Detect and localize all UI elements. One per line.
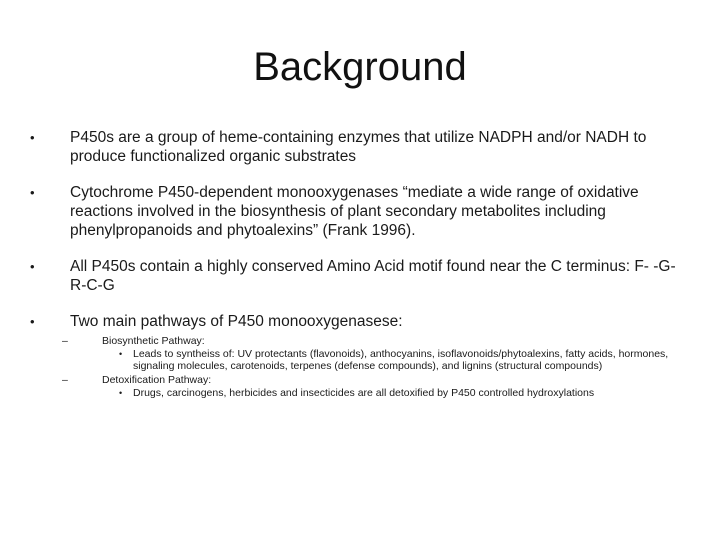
bullet-item <box>30 257 690 295</box>
bullet-marker: • <box>30 259 35 274</box>
detail-bullet-marker: • <box>119 388 123 398</box>
detail-bullet-marker: • <box>119 349 123 359</box>
detail-bullet-text: Leads to syntheiss of: UV protectants (flavonoids), anthocyanins, isoflavonoids/phytoalexins, fatty acids, hormones, signaling molecules, carotenoids, terpenes (defense compounds), and lignins (structural compounds) <box>133 348 669 372</box>
bullet-item <box>30 128 690 166</box>
sub-bullet-marker: – <box>62 374 68 386</box>
bullet-text: Two main pathways of P450 monooxygenasese: <box>70 313 403 330</box>
sub-bullet-text: Detoxification Pathway: <box>102 374 212 386</box>
sub-bullet-item <box>62 335 690 372</box>
sub-bullet-marker: – <box>62 335 68 347</box>
bullet-text: P450s are a group of heme-containing enzymes that utilize NADPH and/or NADH to produce functionalized organic substrates <box>70 129 647 165</box>
detail-bullet-item <box>119 387 690 399</box>
bullet-item <box>30 183 690 240</box>
bullet-marker: • <box>30 185 35 200</box>
sub-bullet-item <box>62 374 690 399</box>
detail-bullet-text: Drugs, carcinogens, herbicides and insecticides are all detoxified by P450 controlled hydroxylations <box>133 387 595 399</box>
bullet-item <box>30 312 690 399</box>
bullet-marker: • <box>30 130 35 145</box>
sub-bullet-list <box>62 335 690 399</box>
sub-bullet-text: Biosynthetic Pathway: <box>102 335 205 347</box>
bullet-text: Cytochrome P450-dependent monooxygenases “mediate a wide range of oxidative reactions involved in the biosynthesis of plant secondary metabolites including phenylpropanoids and phytoalexins” (Frank 1996). <box>70 184 639 239</box>
bullet-text: All P450s contain a highly conserved Amino Acid motif found near the C terminus: F- -G-R-C-G <box>70 258 676 294</box>
detail-bullet-item <box>119 348 690 372</box>
slide-title: Background <box>253 45 467 89</box>
bullet-marker: • <box>30 314 35 329</box>
bullet-list <box>30 128 690 416</box>
